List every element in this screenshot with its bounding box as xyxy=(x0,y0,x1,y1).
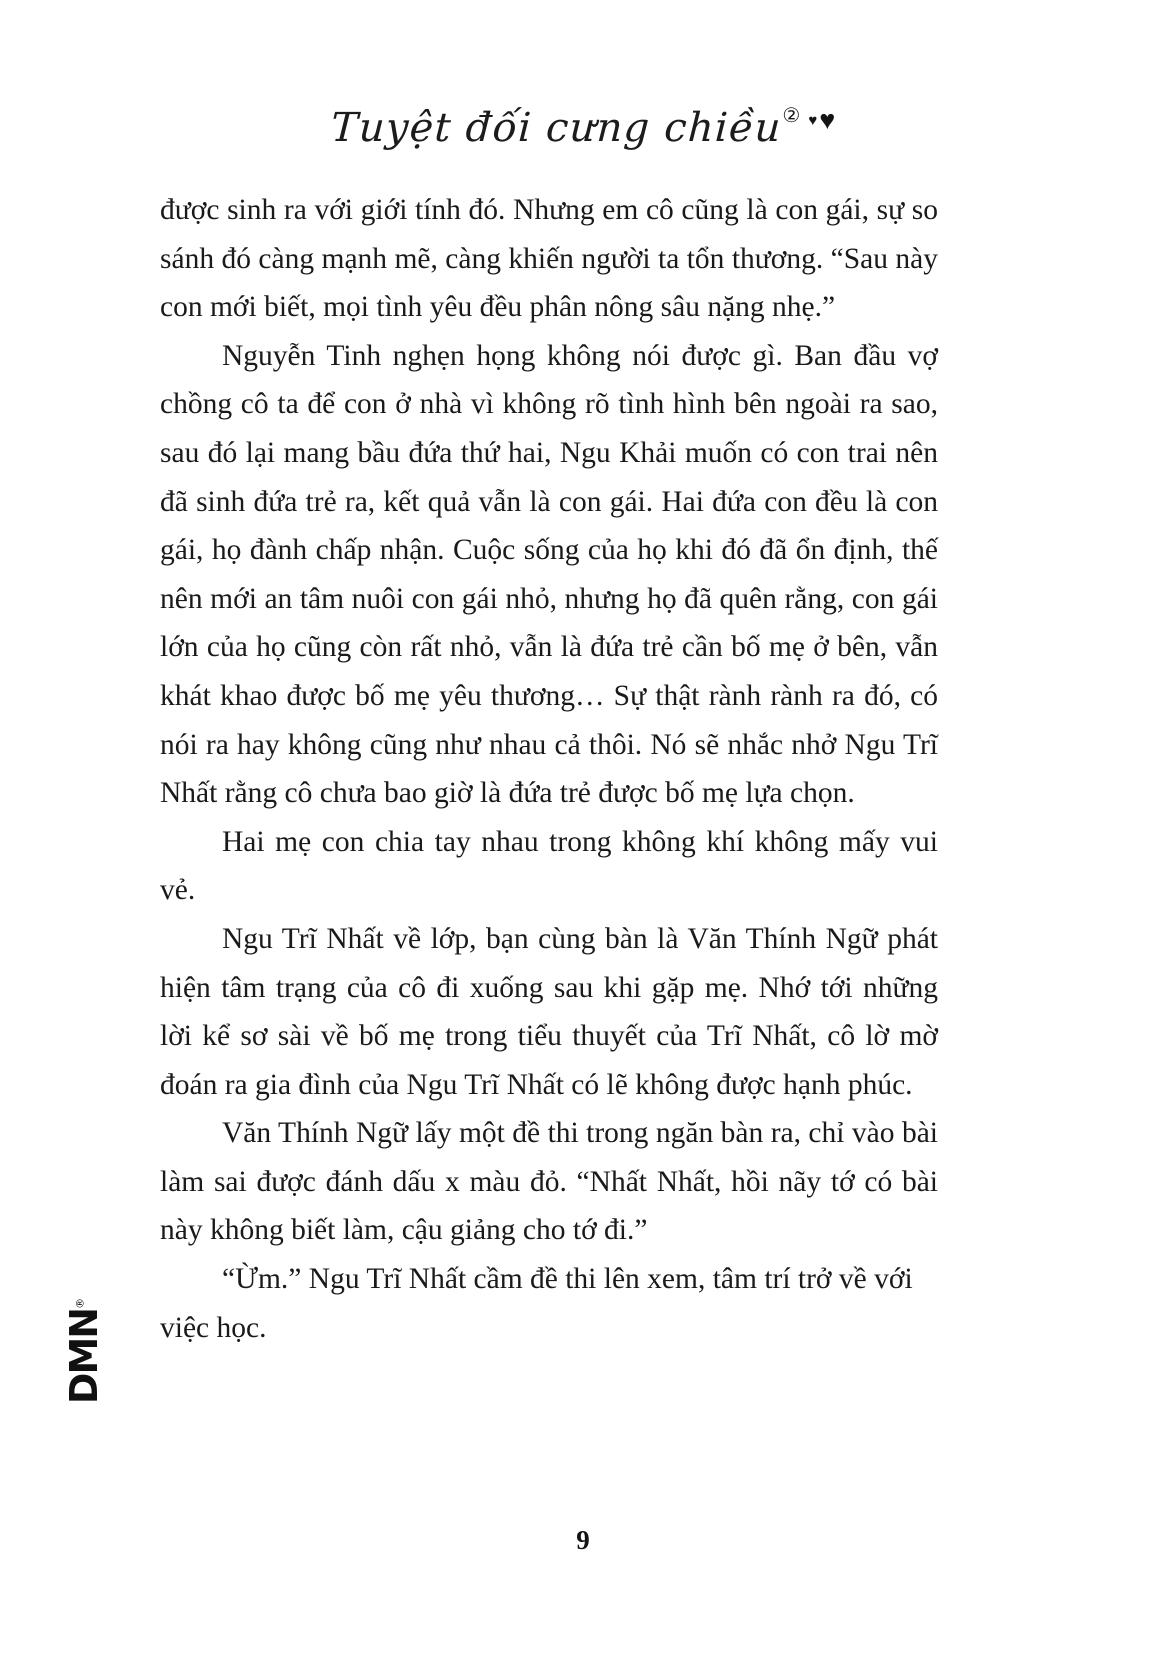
heart-ornament xyxy=(808,103,836,135)
paragraph: được sinh ra với giới tính đó. Nhưng em cô cũng là con gái, sự so sánh đó càng mạnh mẽ, càng khiến người ta tổn thương. “Sau này con mới biết, mọi tình yêu đều phân nông sâu nặng nhẹ.” xyxy=(160,194,938,324)
publisher-logo-mark xyxy=(62,1299,106,1405)
publisher-logo xyxy=(58,1288,110,1416)
publisher-logo-letter-d: DMN xyxy=(62,1308,106,1405)
running-head xyxy=(0,96,1166,160)
paragraph: Nguyễn Tinh nghẹn họng không nói được gì. Ban đầu vợ chồng cô ta để con ở nhà vì không rõ tình hình bên ngoài ra sao, sau đó lại mang bầu đứa thứ hai, Ngu Khải muốn có con trai nên đã sinh đứa trẻ ra, kết quả vẫn là con gái. Hai đứa con đều là con gái, họ đành chấp nhận. Cuộc sống của họ khi đó đã ổn định, thế nên mới an tâm nuôi con gái nhỏ, nhưng họ đã quên rằng, con gái lớn của họ cũng còn rất nhỏ, vẫn là đứa trẻ cần bố mẹ ở bên, vẫn khát khao được bố mẹ yêu thương… Sự thật rành rành ra đó, có nói ra hay không cũng như nhau cả thôi. Nó sẽ nhắc nhở Ngu Trĩ Nhất rằng cô chưa bao giờ là đứa trẻ được bố mẹ lựa chọn. xyxy=(160,339,938,810)
paragraph: Ngu Trĩ Nhất về lớp, bạn cùng bàn là Văn Thính Ngữ phát hiện tâm trạng của cô đi xuống sau khi gặp mẹ. Nhớ tới những lời kể sơ sài về bố mẹ trong tiểu thuyết của Trĩ Nhất, cô lờ mờ đoán ra gia đình của Ngu Trĩ Nhất có lẽ không được hạnh phúc. xyxy=(160,922,938,1101)
paragraph: “Ừm.” Ngu Trĩ Nhất cầm đề thi lên xem, tâm trí trở về với việc học. xyxy=(160,1263,913,1344)
running-head-title: Tuyệt đối cưng chiều xyxy=(329,105,783,151)
paragraph: Hai mẹ con chia tay nhau trong không khí không mấy vui vẻ. xyxy=(160,825,938,907)
body-text-block xyxy=(160,186,938,1352)
volume-marker: ② xyxy=(782,103,801,127)
publisher-logo-text xyxy=(62,1308,106,1405)
registered-trademark-icon: ® xyxy=(73,1299,87,1309)
page-number: 9 xyxy=(576,1525,590,1555)
heart-small-icon: ♥ xyxy=(808,112,818,129)
heart-large-icon: ♥ xyxy=(819,104,836,135)
paragraph: Văn Thính Ngữ lấy một đề thi trong ngăn bàn ra, chỉ vào bài làm sai được đánh dấu x màu đỏ. “Nhất Nhất, hồi nãy tớ có bài này không biết làm, cậu giảng cho tớ đi.” xyxy=(160,1117,938,1247)
